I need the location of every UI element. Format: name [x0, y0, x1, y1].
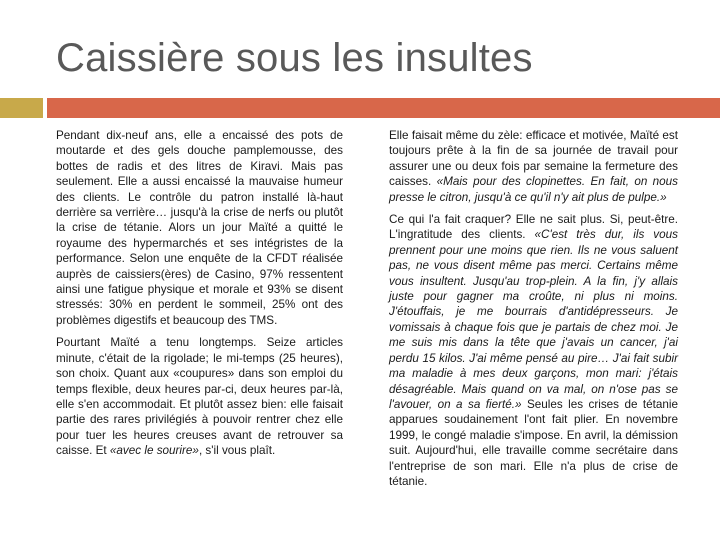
right-text-column	[389, 128, 678, 496]
right-paragraph-2	[389, 212, 678, 489]
right-paragraph-1	[389, 128, 678, 205]
right-p2-end: Seules les crises de tétanie apparues soudainement l'ont fait plier. En novembre 1999, le congé maladie s'impose. En avril, la démission suit. Aujourd'hui, elle travaille comme secrétaire dans l'entreprise de son mari. Elle n'a plus de crise de tétanie.	[389, 397, 678, 488]
right-p1-quote: «Mais pour des clopinettes. En fait, on nous presse le citron, jusqu'à ce qu'il n'y ait plus de pulpe.»	[389, 175, 679, 204]
right-p2-quote: «C'est très dur, ils vous prennent pour une moins que rien. Ils ne vous saluent pas, ne vous disent même pas merci. Certains même vous insultent. Jusqu'au trop-plein. A la fin, j'y allais juste pour gagner ma croûte, ni plus ni moins. J'étouffais, je me bourrais d'antidépresseurs. Je vomissais à chaque fois que je partais de chez moi. Je me suis mis dans la tête que j'avais un cancer, j'ai perdu 15 kilos. J'ai même pensé au pire… J'ai fait subir ma maladie à mes deux garçons, mon mari: j'étais désagréable. Mais quand on va mal, on n'ose pas se l'avouer, on a sa fierté.»	[389, 228, 678, 411]
accent-gold-block	[0, 98, 43, 118]
left-p2-text: Pourtant Maïté a tenu longtemps. Seize articles minute, c'était de la rigolade; le mi-temps (25 heures), son choix. Quant aux «coupures» dans son emploi du temps flexible, deux heures par-ci, deux heures par-là, elle s'en accommodait. Et plutôt assez bien: elle faisait partie des rares privilégiés à pouvoir rentrer chez elle pour tuer les heures creuses avant de retrouver sa caisse. Et	[56, 336, 343, 458]
accent-orange-bar	[47, 98, 720, 118]
right-p1-text: Elle faisait même du zèle: efficace et motivée, Maïté est toujours prête à la fin de sa journée de travail pour assurer une ou deux fois par semaine la fermeture des caisses.	[389, 129, 678, 189]
left-paragraph-1: Pendant dix-neuf ans, elle a encaissé des pots de moutarde et des gels douche pamplemousse, des bottes de radis et des litres de Kiravi. Mais pas seulement. Elle a aussi encaissé la mauvaise humeur des clients. Le contrôle du patron installé là-haut derrière sa verrière… jusqu'à la crise de nerfs ou plutôt la crise de tétanie. Alors un jour Maïté a quitté le royaume des hypermarchés et ses intégristes de la performance. Selon une enquête de la CFDT réalisée auprès de caissiers(ères) de Casino, 97% ressentent ainsi une fatigue physique et morale et 93% se disent stressés: 30% en perdent le sommeil, 25% ont des problèmes digestifs et beaucoup des TMS.	[56, 129, 343, 327]
left-paragraph-2	[56, 335, 343, 458]
left-p2-quote: «avec le sourire»	[109, 444, 199, 458]
right-p2-text: Ce qui l'a fait craquer? Elle ne sait plus. Si, peut-être. L'ingratitude des clients.	[389, 213, 678, 242]
slide-title: Caissière sous les insultes	[56, 36, 533, 80]
left-p2-end: , s'il vous plaît.	[198, 444, 276, 458]
left-text-column	[56, 128, 343, 466]
